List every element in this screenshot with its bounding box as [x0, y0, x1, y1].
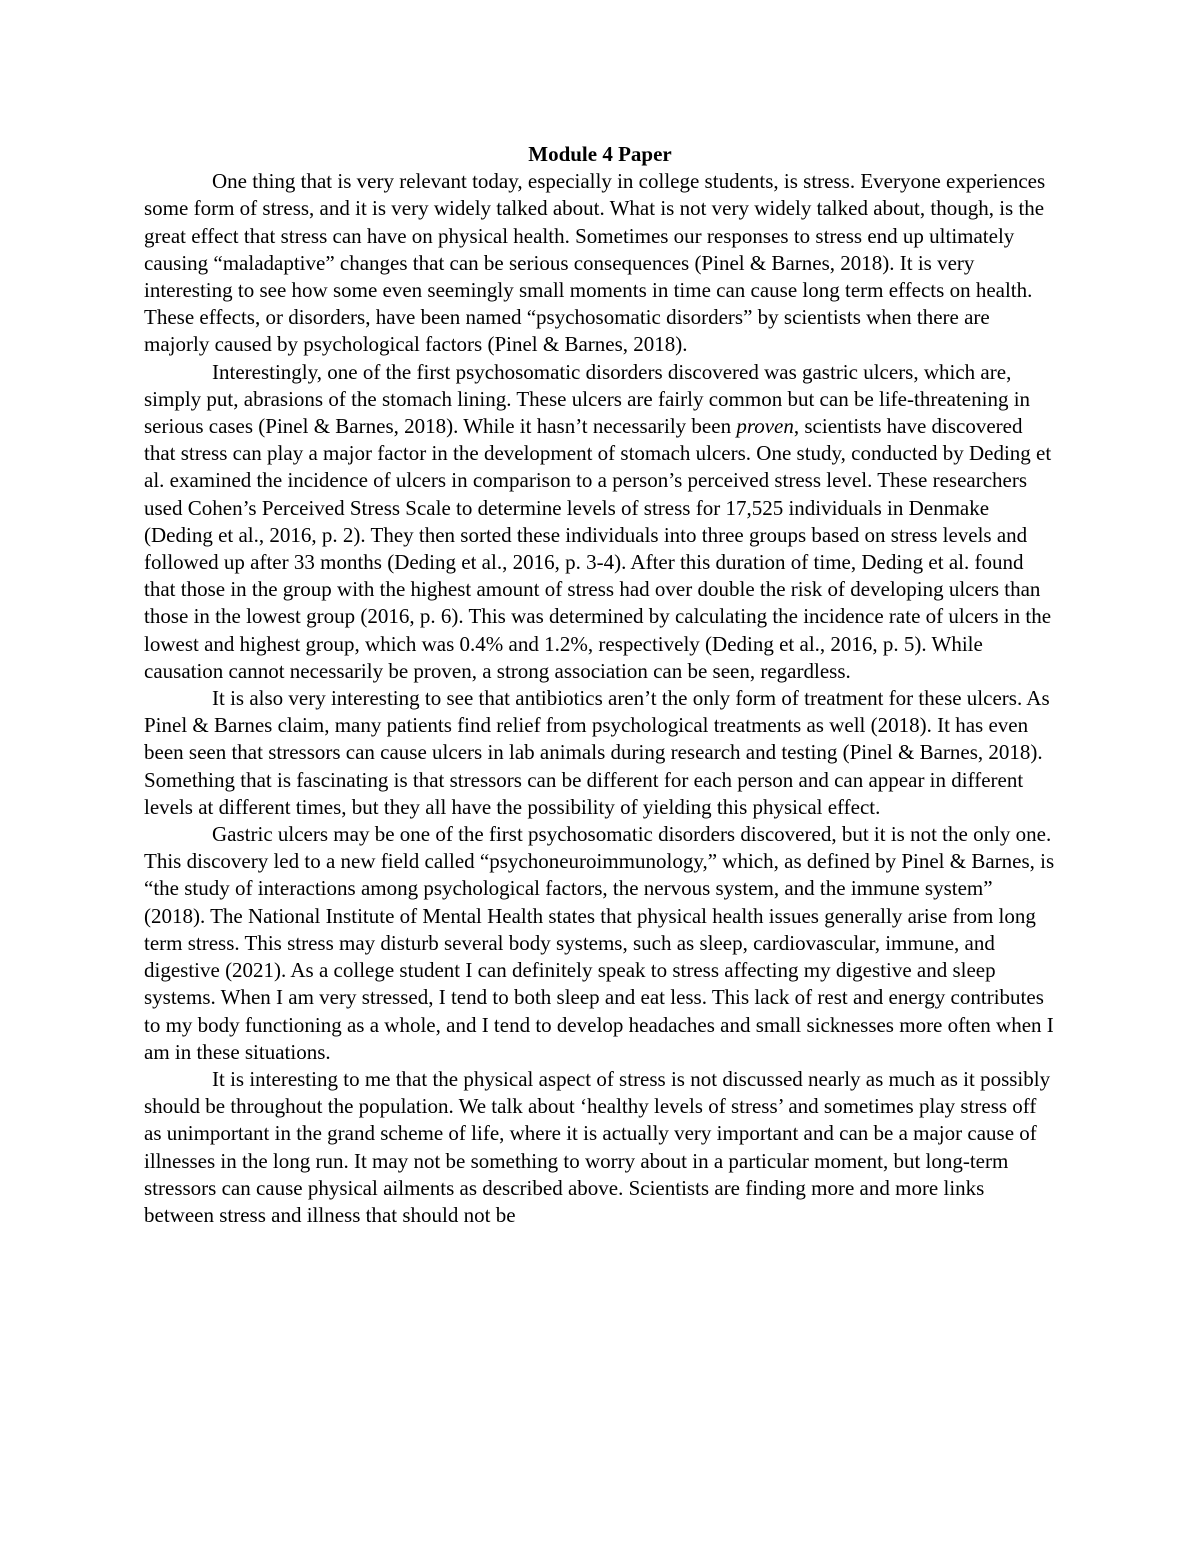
paragraph-treatment: It is also very interesting to see that antibiotics aren’t the only form of treatment for these ulcers. As Pinel & Barnes claim, many patients find relief from psychological treatments as well (2018). It has even been seen that stressors can cause ulcers in lab animals during research and testing (Pinel & Barnes, 2018). Something that is fascinating is that stressors can be different for each person and can appear in different levels at different times, but they all have the possibility of yielding this physical effect.: [144, 686, 1050, 819]
paragraph-psychoneuroimmunology: Gastric ulcers may be one of the first psychosomatic disorders discovered, but it is not the only one. This discovery led to a new field called “psychoneuroimmunology,” which, as defined by Pinel & Barnes, is “the study of interactions among psychological factors, the nervous system, and the immune system” (2018). The National Institute of Mental Health states that physical health issues generally arise from long term stress. This stress may disturb several body systems, such as sleep, cardiovascular, immune, and digestive (2021). As a college student I can definitely speak to stress affecting my digestive and sleep systems. When I am very stressed, I tend to both sleep and eat less. This lack of rest and energy contributes to my body functioning as a whole, and I tend to develop headaches and small sicknesses more often when I am in these situations.: [144, 822, 1055, 1064]
paragraph-physical-aspect: It is interesting to me that the physical aspect of stress is not discussed nearly as much as it possibly should be throughout the population. We talk about ‘healthy levels of stress’ and sometimes play stress off as unimportant in the grand scheme of life, where it is actually very important and can be a major cause of illnesses in the long run. It may not be something to worry about in a particular moment, but long-term stressors can cause physical ailments as described above. Scientists are finding more and more links between stress and illness that should not be: [144, 1066, 1051, 1227]
page-title: Module 4 Paper: [528, 142, 672, 166]
paragraph-gastric-ulcers: [144, 359, 1056, 685]
paragraph-text-start: Interestingly, one of the first psychosomatic disorders discovered was gastric ulcers, which are, simply put, abrasions of the stomach lining. These ulcers are fairly common but can be life-threatening in serious cases (Pinel & Barnes, 2018). While it hasn’t necessarily been: [144, 359, 1031, 439]
paragraph-text-end: , scientists have discovered that stress can play a major factor in the development of stomach ulcers. One study, conducted by Deding et al. examined the incidence of ulcers in comparison to a person’s perceived stress level. These researchers used Cohen’s Perceived Stress Scale to determine levels of stress for 17,525 individuals in Denmake (Deding et al., 2016, p. 2). They then sorted these individuals into three groups based on stress levels and followed up after 33 months (Deding et al., 2016, p. 3-4). After this duration of time, Deding et al. found that those in the group with the highest amount of stress had over double the risk of developing ulcers than those in the lowest group (2016, p. 6). This was determined by calculating the incidence rate of ulcers in the lowest and highest group, which was 0.4% and 1.2%, respectively (Deding et al., 2016, p. 5). While causation cannot necessarily be proven, a strong association can be seen, regardless.: [144, 414, 1052, 683]
paragraph-stress-intro: One thing that is very relevant today, especially in college students, is stress. Everyone experiences some form of stress, and it is very widely talked about. What is not very widely talked about, though, is the great effect that stress can have on physical health. Sometimes our responses to stress end up ultimately causing “maladaptive” changes that can be serious consequences (Pinel & Barnes, 2018). It is very interesting to see how some even seemingly small moments in time can cause long term effects on health. These effects, or disorders, have been named “psychosomatic disorders” by scientists when there are majorly caused by psychological factors (Pinel & Barnes, 2018).: [144, 169, 1046, 357]
emphasis-proven: proven: [736, 414, 794, 439]
document-page: [144, 141, 1056, 1229]
